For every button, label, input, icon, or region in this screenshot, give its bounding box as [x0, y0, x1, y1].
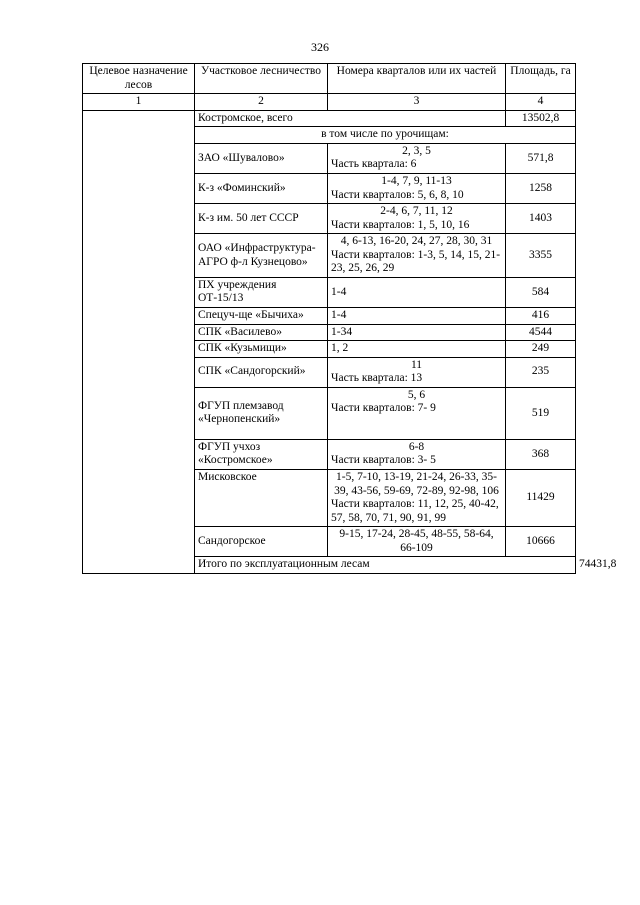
forestry-total-row [83, 110, 576, 127]
quarters-partial: Часть квартала: 6 [331, 158, 417, 171]
tract-quarters [328, 439, 506, 469]
tract-quarters: 1-34 [328, 324, 506, 341]
quarters-partial: Части кварталов: 1, 5, 10, 16 [331, 218, 470, 231]
tract-quarters: 1-4 [328, 308, 506, 325]
tract-quarters: 1-4 [328, 277, 506, 307]
quarters-full: 6-8 [408, 440, 425, 453]
quarters-full: 11 [410, 358, 423, 371]
quarters-partial: Части кварталов: 7- 9 [331, 402, 436, 415]
header-purpose: Целевое назначение лесов [83, 64, 195, 94]
forest-table [82, 63, 617, 574]
tract-area: 235 [506, 357, 576, 387]
tract-name: СПК «Василево» [195, 324, 328, 341]
quarters-partial: Часть квартала: 13 [331, 372, 423, 385]
tract-area: 368 [506, 439, 576, 469]
quarters-partial: Части кварталов: 11, 12, 25, 40-42, 57, 58, 70, 71, 90, 91, 99 [331, 498, 499, 524]
header-num: 3 [328, 94, 506, 111]
tract-name: СПК «Кузьмищи» [195, 341, 328, 358]
forestry-area: 10666 [506, 527, 576, 557]
forestry-total-area: 13502,8 [506, 110, 576, 127]
tract-quarters [328, 204, 506, 234]
header-area: Площадь, га [506, 64, 576, 94]
tract-name: СПК «Сандогорский» [195, 357, 328, 387]
tract-quarters [328, 234, 506, 278]
page-number: 326 [311, 40, 329, 54]
tract-quarters [328, 173, 506, 203]
tract-name: ФГУП учхоз «Костромское» [195, 439, 328, 469]
header-quarters: Номера кварталов или их частей [328, 64, 506, 94]
header-num: 2 [195, 94, 328, 111]
tract-area: 416 [506, 308, 576, 325]
tract-name: ПХ учреждения ОТ-15/13 [195, 277, 328, 307]
forestry-total-name: Костромское, всего [195, 110, 506, 127]
tract-area: 584 [506, 277, 576, 307]
tract-area: 1258 [506, 173, 576, 203]
tract-area: 1403 [506, 204, 576, 234]
quarters-partial: Части кварталов: 1-3, 5, 14, 15, 21-23, 25, 26, 29 [331, 248, 501, 275]
tract-name: ЗАО «Шувалово» [195, 143, 328, 173]
forestry-area: 11429 [506, 469, 576, 526]
header-number-row [83, 94, 576, 111]
tract-name: Спецуч-ще «Бычиха» [195, 308, 328, 325]
quarters-full: 5, 6 [407, 388, 426, 401]
tract-area: 571,8 [506, 143, 576, 173]
tract-quarters [328, 357, 506, 387]
quarters-partial: Части кварталов: 5, 6, 8, 10 [331, 188, 464, 201]
header-num: 1 [83, 94, 195, 111]
tract-area: 3355 [506, 234, 576, 278]
header-forestry: Участковое лесничество [195, 64, 328, 94]
tract-name: К-з «Фоминский» [195, 173, 328, 203]
tract-area: 249 [506, 341, 576, 358]
header-num: 4 [506, 94, 576, 111]
quarters-full: 2, 3, 5 [402, 144, 431, 157]
quarters-partial: Части кварталов: 3- 5 [331, 454, 436, 467]
quarters-full: 1-5, 7-10, 13-19, 21-24, 26-33, 35-39, 43-56, 59-69, 72-89, 92-98, 106 [334, 470, 499, 497]
grand-total-row: Итого по эксплуатационным лесам 74431,8 [83, 557, 576, 574]
forestry-name: Мисковское [195, 469, 328, 526]
purpose-cell [83, 110, 195, 573]
forestry-quarters [328, 469, 506, 526]
quarters-full: 4, 6-13, 16-20, 24, 27, 28, 30, 31 [340, 235, 493, 248]
subheading: в том числе по урочищам: [195, 127, 576, 144]
quarters-full: 1-4, 7, 9, 11-13 [381, 174, 452, 187]
forestry-quarters: 9-15, 17-24, 28-45, 48-55, 58-64, 66-109 [328, 527, 506, 557]
tract-name: ОАО «Инфраструктура-АГРО ф-л Кузнецово» [195, 234, 328, 278]
quarters-full: 2-4, 6, 7, 11, 12 [380, 205, 453, 218]
tract-name: К-з им. 50 лет СССР [195, 204, 328, 234]
table-header-row [83, 64, 576, 94]
tract-area: 519 [506, 387, 576, 439]
tract-quarters [328, 387, 506, 439]
forestry-name: Сандогорское [195, 527, 328, 557]
tract-name: ФГУП племзавод «Чернопенский» [195, 387, 328, 439]
tract-quarters [328, 143, 506, 173]
tract-quarters: 1, 2 [328, 341, 506, 358]
grand-total-label: Итого по эксплуатационным лесам [195, 557, 576, 574]
tract-area: 4544 [506, 324, 576, 341]
